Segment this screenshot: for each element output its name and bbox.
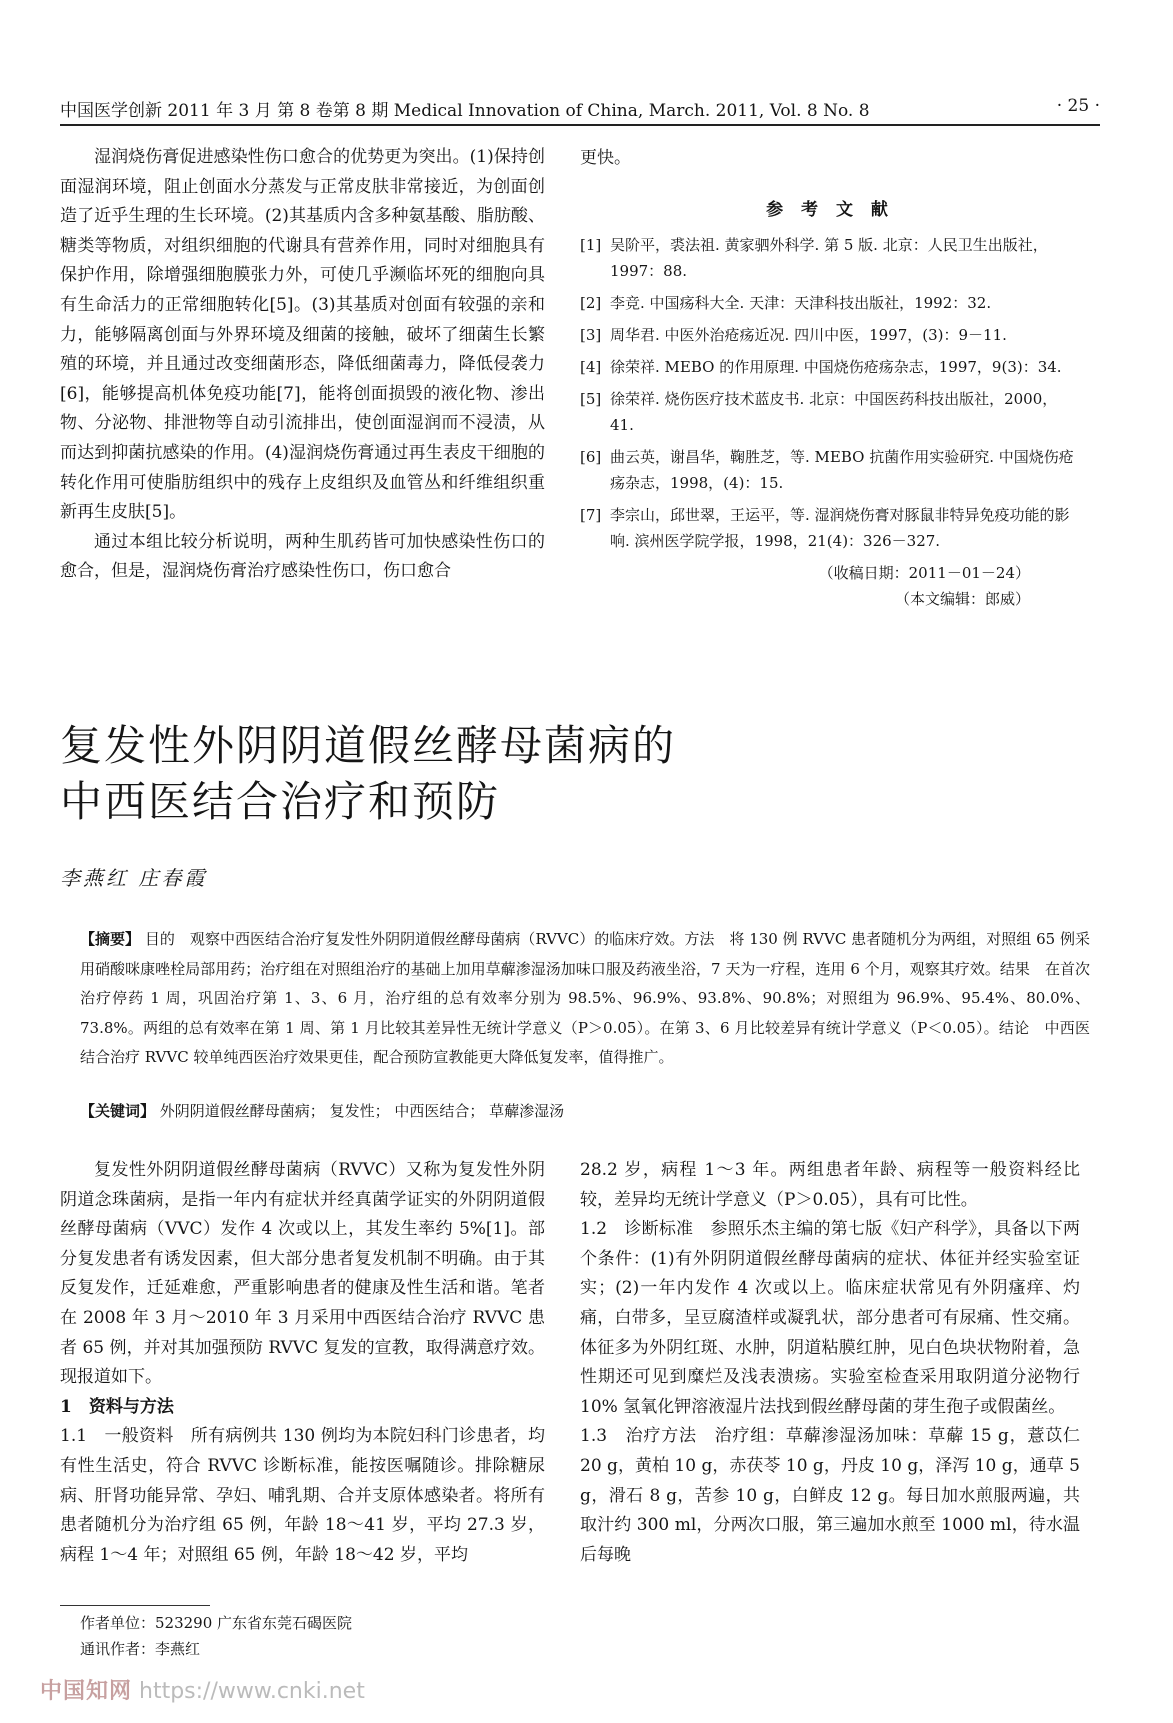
author-unit: 作者单位：523290 广东省东莞石碣医院 xyxy=(80,1614,353,1632)
footnote-rule xyxy=(60,1605,210,1606)
keywords-label: 【关键词】 xyxy=(80,1102,156,1120)
prev-paragraph: 湿润烧伤膏促进感染性伤口愈合的优势更为突出。(1)保持创面湿润环境，阻止创面水分蒸发与正常皮肤非常接近，为创面创造了近乎生理的生长环境。(2)其基质内含多种氨基酸、脂肪酸、糖类等物质，对组织细胞的代谢具有营养作用，同时对细胞具有保护作用，除增强细胞膜张力外，可使几乎濒临坏死的细胞向具有生命活力的正常细胞转化[5]。(3)其基质对创面有较强的亲和力，能够隔离创面与外界环境及细菌的接触，破坏了细菌生长繁殖的环境，并且通过改变细菌形态，降低细菌毒力，降低侵袭力[6]，能够提高机体免疫功能[7]，能将创面损毁的液化物、渗出物、分泌物、排泄物等自动引流排出，使创面湿润而不浸渍，从而达到抑菌抗感染的作用。(4)湿润烧伤膏通过再生表皮干细胞的转化作用可使脂肪组织中的残存上皮组织及血管丛和纤维组织重新再生皮肤[5]。 xyxy=(60,147,545,523)
reference-item: [6] 曲云英，谢昌华，鞠胜芝，等. MEBO 抗菌作用实验研究. 中国烧伤疮疡杂志，1998，(4)：15. xyxy=(580,448,1074,492)
abstract-text: 目的 观察中西医结合治疗复发性外阴阴道假丝酵母菌病（RVVC）的临床疗效。方法 将 130 例 RVVC 患者随机分为两组，对照组 65 例采用硝酸咪康唑栓局部用药；治疗组在对照组治疗的基础上加用草薢渗湿汤加味口服及药液坐浴，7 天为一疗程，连用 6 个月，观察其疗效。结果 在首次治疗停药 1 周，巩固治疗第 1、3、6 月，治疗组的总有效率分别为 98.5%、96.9%、93.8%、90.8%；对照组为 96.9%、95.4%、80.0%、73.8%。两组的总有效率在第 1 周、第 1 月比较其差异性无统计学意义（P＞0.05）。在第 3、6 月比较差异有统计学意义（P＜0.05）。结论 中西医结合治疗 RVVC 较单纯西医治疗效果更佳，配合预防宣教能更大降低复发率，值得推广。 xyxy=(80,930,1090,1066)
references-title: 参 考 文 献 xyxy=(766,200,894,220)
cnki-logo: 中国知网 xyxy=(40,1679,133,1704)
section-1-1: 1.1 一般资料 所有病例共 130 例均为本院妇科门诊患者，均有性生活史，符合 RVVC 诊断标准，能按医嘱随诊。排除糖尿病、肝肾功能异常、孕妇、哺乳期、合并支原体感染者。将所有患者随机分为治疗组 65 例，年龄 18～41 岁，平均 27.3 岁，病程 1～4 年；对照组 65 例，年龄 18～42 岁，平均 xyxy=(60,1426,545,1565)
journal-header xyxy=(60,96,1100,122)
reference-item: [7] 李宗山，邱世翠，王运平，等. 湿润烧伤膏对豚鼠非特异免疫功能的影响. 滨州医学院学报，1998，21(4)：326－327. xyxy=(580,506,1070,550)
abstract-label: 【摘要】 xyxy=(80,930,141,948)
keywords xyxy=(80,1100,1090,1121)
abstract xyxy=(80,925,1090,1073)
section-heading: 1 资料与方法 xyxy=(60,1396,174,1417)
title-line-2: 中西医结合治疗和预防 xyxy=(60,777,501,826)
prev-article-right-column xyxy=(580,143,1080,612)
reference-item: [2] 李竞. 中国疡科大全. 天津：天津科技出版社，1992：32. xyxy=(580,294,992,312)
section-1-3: 1.3 治疗方法 治疗组：草薢渗湿汤加味：草薢 15 g，薏苡仁 20 g，黄柏 10 g，赤茯苓 10 g，丹皮 10 g，泽泻 10 g，通草 5 g，滑石 8 g，苦参 10 g，白鲜皮 12 g。每日加水煎服两遍，共取汁约 300 ml，分两次口服，第三遍加水煎至 1000 ml，待水温后每晚 xyxy=(580,1426,1080,1565)
section-1-1-cont: 28.2 岁，病程 1～3 年。两组患者年龄、病程等一般资料经比较，差异均无统计学意义（P＞0.05），具有可比性。 xyxy=(580,1160,1080,1210)
cnki-watermark xyxy=(40,1674,365,1705)
reference-item: [1] 吴阶平，裘法祖. 黄家驷外科学. 第 5 版. 北京：人民卫生出版社，1997：88. xyxy=(580,236,1048,280)
footnote xyxy=(80,1610,352,1662)
body-right-column xyxy=(580,1156,1080,1570)
cnki-url: https://www.cnki.net xyxy=(139,1679,365,1704)
header-rule xyxy=(60,124,1100,126)
title-line-1: 复发性外阴阴道假丝酵母菌病的 xyxy=(60,721,677,770)
reference-item: [3] 周华君. 中医外治疮疡近况. 四川中医，1997，(3)：9－11. xyxy=(580,326,1007,344)
prev-paragraph: 通过本组比较分析说明，两种生肌药皆可加快感染性伤口的愈合，但是，湿润烧伤膏治疗感染性伤口，伤口愈合 xyxy=(60,531,545,582)
corresponding-author: 通讯作者：李燕红 xyxy=(80,1640,201,1658)
prev-article-left-column xyxy=(60,143,545,587)
article-title xyxy=(60,718,860,830)
journal-info: 中国医学创新 2011 年 3 月 第 8 卷第 8 期 Medical Innovation of China, March. 2011, Vol. 8 No. 8 xyxy=(60,101,870,121)
keywords-text: 外阴阴道假丝酵母菌病； 复发性； 中西医结合； 草薢渗湿汤 xyxy=(159,1102,565,1120)
reference-item: [4] 徐荣祥. MEBO 的作用原理. 中国烧伤疮疡杂志，1997，9(3)：34. xyxy=(580,358,1062,376)
section-1-2: 1.2 诊断标准 参照乐杰主编的第七版《妇产科学》，具备以下两个条件：(1)有外阴阴道假丝酵母菌病的症状、体征并经实验室证实；(2)一年内发作 4 次或以上。临床症状常见有外阴瘙痒、灼痛，白带多，呈豆腐渣样或凝乳状，部分患者可有尿痛、性交痛。体征多为外阴红斑、水肿，阴道粘膜红肿，见白色块状物附着，急性期还可见到糜烂及浅表溃疡。实验室检查采用取阴道分泌物行 10% 氢氧化钾溶液湿片法找到假丝酵母菌的芽生孢子或假菌丝。 xyxy=(580,1219,1080,1417)
prev-paragraph-tail: 更快。 xyxy=(580,148,631,168)
body-left-column xyxy=(60,1156,545,1570)
reference-item: [5] 徐荣祥. 烧伤医疗技术蓝皮书. 北京：中国医药科技出版社，2000，41. xyxy=(580,390,1058,434)
editor-note: （本文编辑：郎威） xyxy=(894,590,1030,608)
reference-list xyxy=(580,232,1080,554)
received-date: （收稿日期：2011－01－24） xyxy=(818,564,1030,582)
page-number: · 25 · xyxy=(1056,96,1100,116)
article-authors: 李燕红 庄春霞 xyxy=(60,866,208,890)
intro-paragraph: 复发性外阴阴道假丝酵母菌病（RVVC）又称为复发性外阴阴道念珠菌病，是指一年内有症状并经真菌学证实的外阴阴道假丝酵母菌病（VVC）发作 4 次或以上，其发生率约 5%[1]。部分复发患者有诱发因素，但大部分患者复发机制不明确。由于其反复发作，迁延难愈，严重影响患者的健康及性生活和谐。笔者在 2008 年 3 月～2010 年 3 月采用中西医结合治疗 RVVC 患者 65 例，并对其加强预防 RVVC 复发的宣教，取得满意疗效。现报道如下。 xyxy=(60,1160,545,1388)
